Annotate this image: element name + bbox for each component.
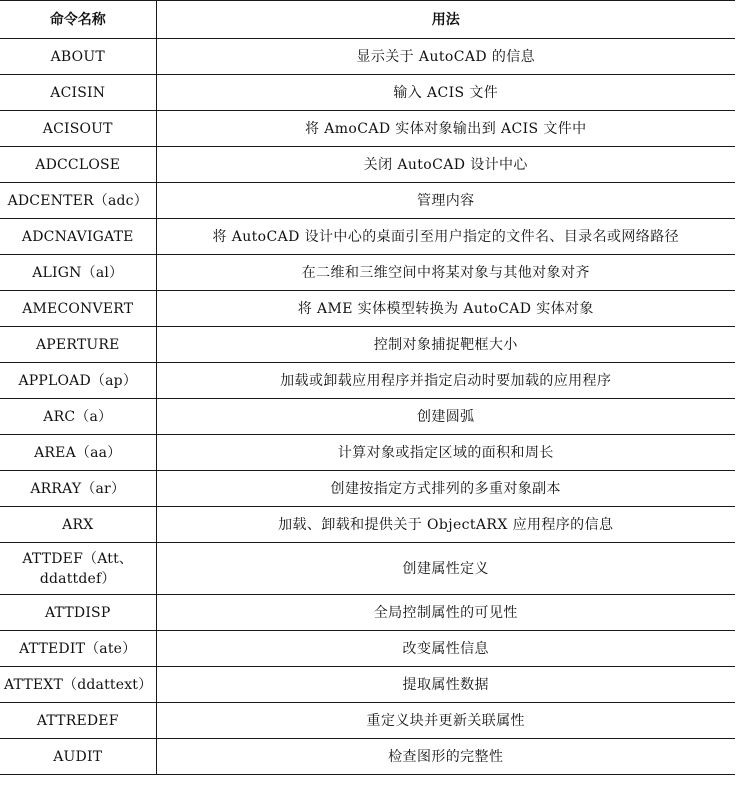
command-cell: APERTURE (0, 327, 156, 363)
usage-cell: 将 AmoCAD 实体对象输出到 ACIS 文件中 (156, 111, 735, 147)
command-cell: ARRAY（ar） (0, 471, 156, 507)
table-row (0, 39, 735, 75)
table-row (0, 543, 735, 595)
usage-cell: 全局控制属性的可见性 (156, 595, 735, 631)
command-cell: ABOUT (0, 39, 156, 75)
command-cell: ATTREDEF (0, 703, 156, 739)
table-row (0, 219, 735, 255)
table-row (0, 147, 735, 183)
command-cell: AUDIT (0, 739, 156, 775)
table-row (0, 631, 735, 667)
usage-cell: 检查图形的完整性 (156, 739, 735, 775)
command-cell: ATTEXT（ddattext） (0, 667, 156, 703)
usage-cell: 将 AME 实体模型转换为 AutoCAD 实体对象 (156, 291, 735, 327)
usage-cell: 输入 ACIS 文件 (156, 75, 735, 111)
command-cell: ALIGN（al） (0, 255, 156, 291)
usage-cell: 创建属性定义 (156, 543, 735, 595)
command-cell: ATTDEF（Att、ddattdef） (0, 543, 156, 595)
header-command-name: 命令名称 (0, 1, 156, 39)
command-cell: ATTDISP (0, 595, 156, 631)
command-cell: APPLOAD（ap） (0, 363, 156, 399)
command-cell: ADCCLOSE (0, 147, 156, 183)
usage-cell: 重定义块并更新关联属性 (156, 703, 735, 739)
table-row (0, 327, 735, 363)
table-row (0, 703, 735, 739)
table-row (0, 399, 735, 435)
table-row (0, 739, 735, 775)
command-cell: ARC（a） (0, 399, 156, 435)
table-row (0, 507, 735, 543)
usage-cell: 创建按指定方式排列的多重对象副本 (156, 471, 735, 507)
usage-cell: 控制对象捕捉靶框大小 (156, 327, 735, 363)
command-cell: ACISOUT (0, 111, 156, 147)
usage-cell: 显示关于 AutoCAD 的信息 (156, 39, 735, 75)
table-row (0, 111, 735, 147)
command-cell: ATTEDIT（ate） (0, 631, 156, 667)
command-cell: ARX (0, 507, 156, 543)
table-row (0, 595, 735, 631)
table-row (0, 471, 735, 507)
table-row (0, 75, 735, 111)
usage-cell: 管理内容 (156, 183, 735, 219)
usage-cell: 关闭 AutoCAD 设计中心 (156, 147, 735, 183)
usage-cell: 加载、卸载和提供关于 ObjectARX 应用程序的信息 (156, 507, 735, 543)
usage-cell: 加载或卸载应用程序并指定启动时要加载的应用程序 (156, 363, 735, 399)
table-row (0, 291, 735, 327)
usage-cell: 将 AutoCAD 设计中心的桌面引至用户指定的文件名、目录名或网络路径 (156, 219, 735, 255)
usage-cell: 改变属性信息 (156, 631, 735, 667)
command-cell: AREA（aa） (0, 435, 156, 471)
table-row (0, 667, 735, 703)
table-header-row (0, 1, 735, 39)
table-row (0, 255, 735, 291)
command-cell: ADCENTER（adc） (0, 183, 156, 219)
table-row (0, 435, 735, 471)
usage-cell: 创建圆弧 (156, 399, 735, 435)
table-row (0, 183, 735, 219)
usage-cell: 提取属性数据 (156, 667, 735, 703)
usage-cell: 计算对象或指定区域的面积和周长 (156, 435, 735, 471)
command-cell: ACISIN (0, 75, 156, 111)
command-cell: ADCNAVIGATE (0, 219, 156, 255)
header-usage: 用法 (156, 1, 735, 39)
table-row (0, 363, 735, 399)
command-cell: AMECONVERT (0, 291, 156, 327)
usage-cell: 在二维和三维空间中将某对象与其他对象对齐 (156, 255, 735, 291)
